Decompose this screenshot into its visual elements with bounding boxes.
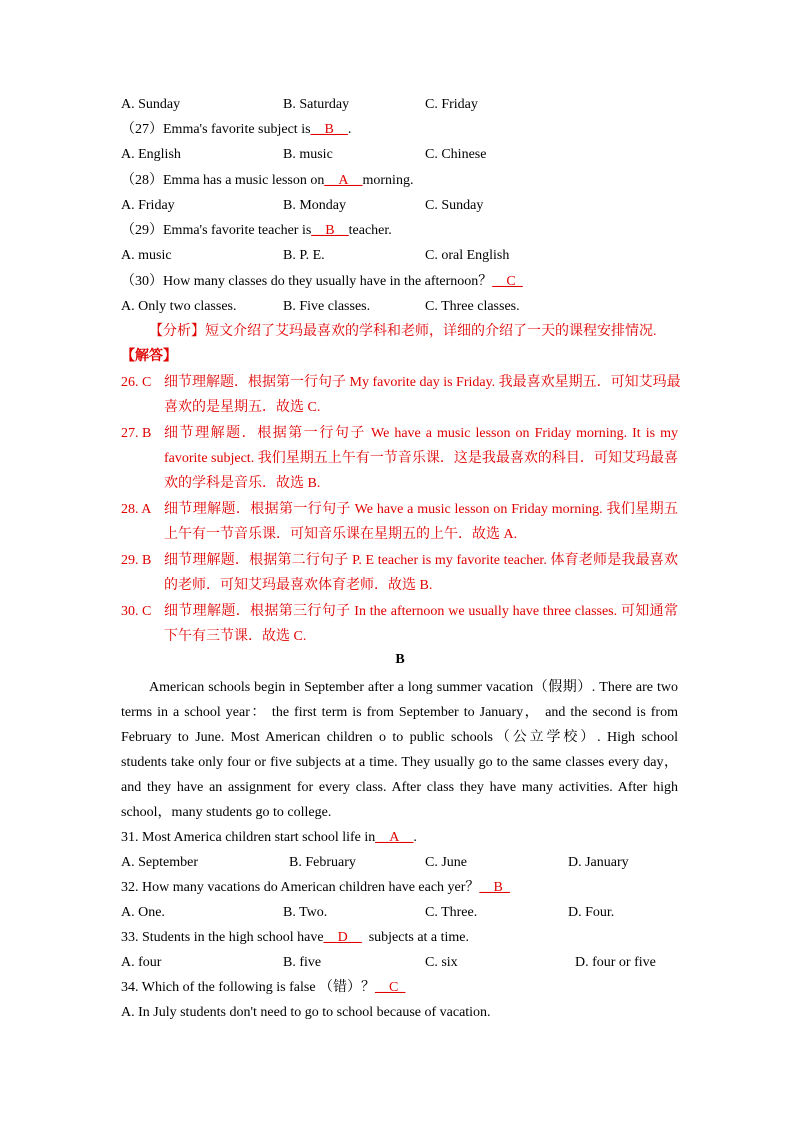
passage: American schools begin in September after a long summer vacation（假期）. There are two terms in a school year： the first term is from September to January， and the second is from February to June. Most American children o to public schools（公立学校）. High school students take only four or five subjects at a time. They usually go to the same classes every day， and they have an assignment for every class. After class they have many activities. After high school，many students go to college. bbox=[121, 680, 678, 820]
q31-option-b: B. February bbox=[289, 855, 356, 870]
explanation-number: 26. C bbox=[121, 375, 152, 390]
q33-stem: 33. Students in the high school have__D__ subjects at a time. bbox=[121, 930, 470, 945]
analysis-text: 【分析】短文介绍了艾玛最喜欢的学科和老师，详细的介绍了一天的课程安排情况. bbox=[149, 324, 657, 339]
q33-option-c: C. six bbox=[425, 955, 458, 970]
q26-option-c: C. Friday bbox=[425, 97, 478, 112]
q31-option-c: C. June bbox=[425, 855, 467, 870]
q27-answer: __B__ bbox=[310, 122, 348, 137]
q31-stem: 31. Most America children start school life in__A__. bbox=[121, 830, 417, 845]
q32-stem: 32. How many vacations do American children have each yer？__B_ bbox=[121, 880, 510, 895]
q27-option-c: C. Chinese bbox=[425, 147, 487, 162]
q27-stem: （27）Emma's favorite subject is__B__. bbox=[121, 122, 352, 137]
q26-option-b: B. Saturday bbox=[283, 97, 350, 112]
q27-option-b: B. music bbox=[283, 147, 333, 162]
q30-answer: __C_ bbox=[492, 274, 523, 289]
q32-option-d: D. Four. bbox=[568, 905, 615, 920]
explanation-number: 27. B bbox=[121, 426, 152, 441]
q30-option-b: B. Five classes. bbox=[283, 299, 371, 314]
q32-option-a: A. One. bbox=[121, 905, 165, 920]
q29-option-b: B. P. E. bbox=[283, 248, 325, 263]
q32-answer: __B_ bbox=[479, 880, 510, 895]
q34-stem: 34. Which of the following is false （错）？__C_ bbox=[121, 980, 406, 995]
q28-stem: （28）Emma has a music lesson on__A__morning. bbox=[121, 173, 414, 188]
q31-option-a: A. September bbox=[121, 855, 198, 870]
q29-option-c: C. oral English bbox=[425, 248, 510, 263]
q32-option-b: B. Two. bbox=[283, 905, 328, 920]
q34-option-a: A. In July students don't need to go to school because of vacation. bbox=[121, 1005, 491, 1020]
explanation-27: 27. B 细节理解题．根据第一行句子 We have a music lesson on Friday morning. It is my favorite subject. 我们星期五上午有一节音乐课．这是我最喜欢的科目．可知艾玛最喜 欢的学科是音乐．故选 B. bbox=[121, 421, 678, 496]
answer-heading: 【解答】 bbox=[121, 349, 177, 364]
section-heading: B bbox=[395, 652, 405, 667]
q28-option-c: C. Sunday bbox=[425, 198, 484, 213]
q30-option-a: A. Only two classes. bbox=[121, 299, 237, 314]
q28-option-a: A. Friday bbox=[121, 198, 175, 213]
q28-option-b: B. Monday bbox=[283, 198, 346, 213]
explanation-28: 28. A 细节理解题．根据第一行句子 We have a music lesson on Friday morning. 我们星期五 上午有一节音乐课．可知音乐课在星期五的上午．故选 A. bbox=[121, 497, 678, 547]
q34-answer: __C_ bbox=[375, 980, 406, 995]
explanation-number: 28. A bbox=[121, 502, 152, 517]
q33-answer: __D__ bbox=[323, 930, 362, 945]
q33-option-d: D. four or five bbox=[575, 955, 656, 970]
q29-option-a: A. music bbox=[121, 248, 172, 263]
q30-stem: （30）How many classes do they usually have in the afternoon？__C_ bbox=[121, 274, 523, 289]
q29-stem: （29）Emma's favorite teacher is__B__teacher. bbox=[121, 223, 392, 238]
explanation-number: 29. B bbox=[121, 553, 152, 568]
explanation-26: 26. C 细节理解题．根据第一行句子 My favorite day is Friday. 我最喜欢星期五．可知艾玛最 喜欢的是星期五．故选 C. bbox=[121, 370, 678, 420]
q30-option-c: C. Three classes. bbox=[425, 299, 520, 314]
q31-answer: __A__ bbox=[375, 830, 414, 845]
q27-option-a: A. English bbox=[121, 147, 181, 162]
q26-option-a: A. Sunday bbox=[121, 97, 181, 112]
explanation-30: 30. C 细节理解题．根据第三行句子 In the afternoon we usually have three classes. 可知通常 下午有三节课．故选 C. bbox=[121, 599, 678, 649]
q29-answer: __B__ bbox=[311, 223, 349, 238]
explanation-29: 29. B 细节理解题．根据第二行句子 P. E teacher is my favorite teacher. 体育老师是我最喜欢 的老师．可知艾玛最喜欢体育老师．故选 B. bbox=[121, 548, 678, 598]
q32-option-c: C. Three. bbox=[425, 905, 478, 920]
q33-option-a: A. four bbox=[121, 955, 162, 970]
q31-option-d: D. January bbox=[568, 855, 629, 870]
explanation-number: 30. C bbox=[121, 604, 152, 619]
q28-answer: __A__ bbox=[324, 173, 363, 188]
q33-option-b: B. five bbox=[283, 955, 322, 970]
